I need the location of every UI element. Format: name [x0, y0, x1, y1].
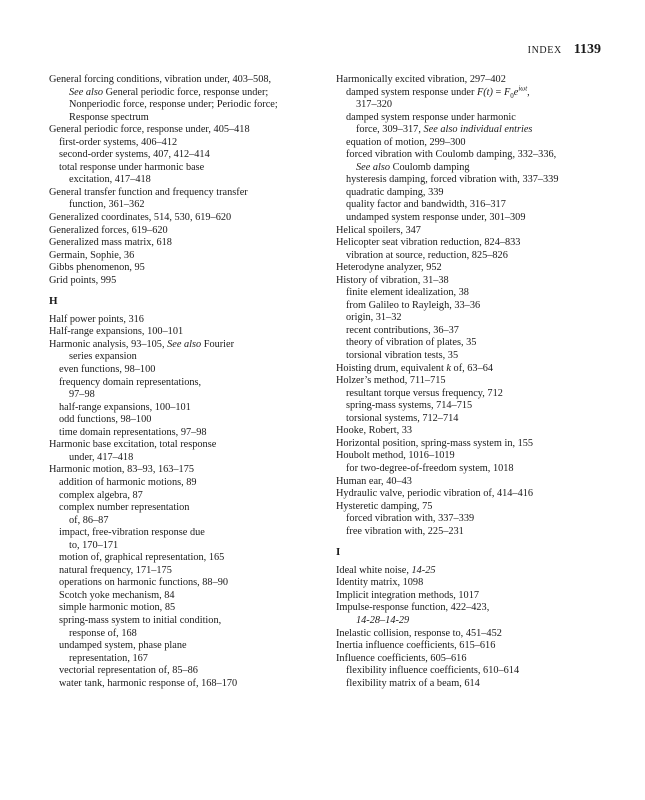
entry-text: Fourier — [201, 338, 235, 350]
index-entry: Harmonic motion, 83–93, 163–175 — [49, 464, 195, 476]
index-subentry: frequency domain representations, — [59, 376, 202, 388]
index-entry — [49, 339, 321, 352]
index-entry: General forcing conditions, vibration under, 403–508, — [49, 74, 272, 85]
index-subentry: spring-mass system to initial condition, — [59, 614, 222, 626]
index-subentry: resultant torque versus frequency, 712 — [346, 387, 503, 399]
section-letter-i: I — [336, 546, 341, 559]
index-entry: Identity matrix, 1098 — [336, 577, 424, 589]
index-subentry — [336, 84, 606, 100]
entry-text: of, 63–64 — [450, 362, 494, 374]
index-subentry: undamped system response under, 301–309 — [346, 212, 526, 224]
index-subentry: complex algebra, 87 — [59, 489, 143, 501]
index-entry-continuation: of, 86–87 — [69, 514, 109, 526]
index-subentry: total response under harmonic base — [59, 161, 205, 173]
index-entry: Hysteretic damping, 75 — [336, 500, 433, 512]
index-entry: Generalized coordinates, 514, 530, 619–620 — [49, 212, 232, 224]
index-subentry: forced vibration with Coulomb damping, 332–336, — [346, 149, 557, 161]
index-entry: Helical spoilers, 347 — [336, 224, 421, 236]
index-entry: Implicit integration methods, 1017 — [336, 589, 479, 601]
formula-superscript: iωt — [518, 84, 528, 93]
see-also-text: See also — [356, 161, 391, 173]
index-entry-continuation: excitation, 417–418 — [69, 174, 151, 186]
index-entry-continuation: 97–98 — [69, 389, 95, 401]
entry-text: Harmonic analysis, 93–105, — [49, 338, 168, 350]
index-entry-continuation: function, 361–362 — [69, 199, 145, 211]
index-subentry: undamped system, phase plane — [59, 640, 187, 652]
index-subentry: damped system response under harmonic — [346, 111, 516, 123]
index-entry-continuation: 317–320 — [356, 99, 393, 111]
index-subentry: quadratic damping, 339 — [346, 186, 444, 198]
chapter-reference: 14-25 — [411, 564, 436, 576]
index-subentry: time domain representations, 97–98 — [59, 426, 207, 438]
index-subentry: recent contributions, 36–37 — [346, 324, 459, 336]
index-entry-continuation: to, 170–171 — [69, 539, 119, 551]
index-subentry: impact, free-vibration response due — [59, 527, 205, 539]
index-entry: Hydraulic valve, periodic vibration of, 414–416 — [336, 488, 534, 500]
index-entry: Holzer’s method, 711–715 — [336, 375, 446, 387]
index-subentry: half-range expansions, 100–101 — [59, 401, 191, 413]
index-entry: Generalized mass matrix, 618 — [49, 237, 172, 249]
entry-text: damped system response under — [346, 86, 477, 98]
index-entry: Influence coefficients, 605–616 — [336, 652, 467, 664]
index-entry: Gibbs phenomenon, 95 — [49, 262, 145, 274]
index-entry-continuation: Nonperiodic force, response under; Periodic force; — [69, 99, 278, 111]
index-entry-continuation: Response spectrum — [69, 111, 149, 123]
index-entry: Half-range expansions, 100–101 — [49, 326, 184, 338]
index-subentry: quality factor and bandwidth, 316–317 — [346, 199, 506, 211]
index-subentry: flexibility matrix of a beam, 614 — [346, 677, 480, 689]
index-entry-continuation: representation, 167 — [69, 652, 148, 664]
index-entry: Helicopter seat vibration reduction, 824–833 — [336, 237, 521, 249]
index-entry: Harmonic base excitation, total response — [49, 439, 217, 451]
index-entry: Generalized forces, 619–620 — [49, 224, 168, 236]
see-also-text: See also — [167, 338, 202, 350]
formula-variable: F(t) — [476, 86, 493, 98]
index-subentry: flexibility influence coefficients, 610–614 — [346, 665, 520, 677]
index-subentry: water tank, harmonic response of, 168–170 — [59, 677, 238, 689]
entry-text: force, 309–317, — [356, 124, 424, 136]
index-entry-continuation: response of, 168 — [69, 627, 137, 639]
entry-text: Hoisting drum, equivalent — [336, 362, 447, 374]
index-column-right — [336, 74, 606, 690]
index-subentry: second-order systems, 407, 412–414 — [59, 149, 210, 161]
section-letter-h: H — [49, 295, 58, 308]
entry-text: General periodic force, response under; — [103, 86, 269, 98]
index-subentry: finite element idealization, 38 — [346, 287, 469, 299]
index-subentry: origin, 31–32 — [346, 312, 402, 324]
index-subentry: vibration at source, reduction, 825–826 — [346, 249, 508, 261]
index-entry: Inelastic collision, response to, 451–452 — [336, 627, 502, 639]
index-subentry: hysteresis damping, forced vibration with, 337–339 — [346, 174, 559, 186]
index-subentry: motion of, graphical representation, 165 — [59, 552, 225, 564]
index-entry-continuation: series expansion — [69, 351, 137, 363]
index-entry: Half power points, 316 — [49, 313, 144, 325]
index-subentry: addition of harmonic motions, 89 — [59, 476, 197, 488]
index-subentry: complex number representation — [59, 502, 190, 514]
page-header — [528, 42, 601, 58]
see-also-text: See also individual entries — [423, 124, 533, 136]
index-subentry: free vibration with, 225–231 — [346, 525, 464, 537]
index-entry: Harmonically excited vibration, 297–402 — [336, 74, 506, 85]
index-subentry: even functions, 98–100 — [59, 364, 156, 376]
index-subentry: simple harmonic motion, 85 — [59, 602, 176, 614]
formula-operator: = — [492, 86, 504, 98]
index-entry — [336, 363, 606, 376]
formula-subscript: 0 — [510, 91, 514, 100]
index-entry-continuation: under, 417–418 — [69, 451, 134, 463]
formula-variable: e — [513, 86, 519, 98]
index-entry: Grid points, 995 — [49, 274, 117, 286]
index-entry: Impulse-response function, 422–423, — [336, 602, 490, 614]
see-also-text: See also — [69, 86, 104, 98]
entry-text: Ideal white noise, — [336, 564, 412, 576]
index-subentry: operations on harmonic functions, 88–90 — [59, 577, 229, 589]
index-column-left — [49, 74, 321, 690]
entry-text: , — [527, 86, 530, 98]
chapter-reference: 14-28–14-29 — [356, 614, 410, 626]
index-subentry: for two-degree-of-freedom system, 1018 — [346, 462, 514, 474]
running-head: INDEX — [527, 45, 562, 56]
entry-text: Coulomb damping — [390, 161, 470, 173]
index-subentry: natural frequency, 171–175 — [59, 564, 172, 576]
index-entry: Hooke, Robert, 33 — [336, 425, 413, 437]
index-subentry: first-order systems, 406–412 — [59, 136, 178, 148]
index-entry: Human ear, 40–43 — [336, 475, 412, 487]
index-subentry: equation of motion, 299–300 — [346, 136, 466, 148]
index-subentry: torsional vibration tests, 35 — [346, 350, 459, 362]
index-entry: Houbolt method, 1016–1019 — [336, 450, 455, 462]
index-entry: Heterodyne analyzer, 952 — [336, 262, 442, 274]
index-entry-continuation — [336, 124, 606, 137]
index-entry: General transfer function and frequency transfer — [49, 186, 248, 198]
index-entry — [336, 565, 606, 578]
index-subentry: from Galileo to Rayleigh, 33–36 — [346, 299, 481, 311]
index-entry-continuation — [49, 87, 321, 100]
index-subentry: vectorial representation of, 85–86 — [59, 665, 198, 677]
page-number: 1139 — [573, 42, 601, 57]
index-subentry: theory of vibration of plates, 35 — [346, 337, 477, 349]
index-subentry: odd functions, 98–100 — [59, 414, 152, 426]
formula-variable: k — [446, 362, 451, 374]
formula-variable: F — [503, 86, 511, 98]
index-subentry: forced vibration with, 337–339 — [346, 513, 475, 525]
index-subentry: Scotch yoke mechanism, 84 — [59, 589, 175, 601]
index-subentry: torsional systems, 712–714 — [346, 412, 459, 424]
index-entry: Germain, Sophie, 36 — [49, 249, 135, 261]
index-entry: Horizontal position, spring-mass system in, 155 — [336, 437, 534, 449]
index-entry: Inertia influence coefficients, 615–616 — [336, 640, 496, 652]
index-entry-continuation — [336, 162, 606, 175]
index-subentry: spring-mass systems, 714–715 — [346, 400, 473, 412]
index-entry: History of vibration, 31–38 — [336, 274, 449, 286]
index-entry: General periodic force, response under, 405–418 — [49, 124, 250, 136]
